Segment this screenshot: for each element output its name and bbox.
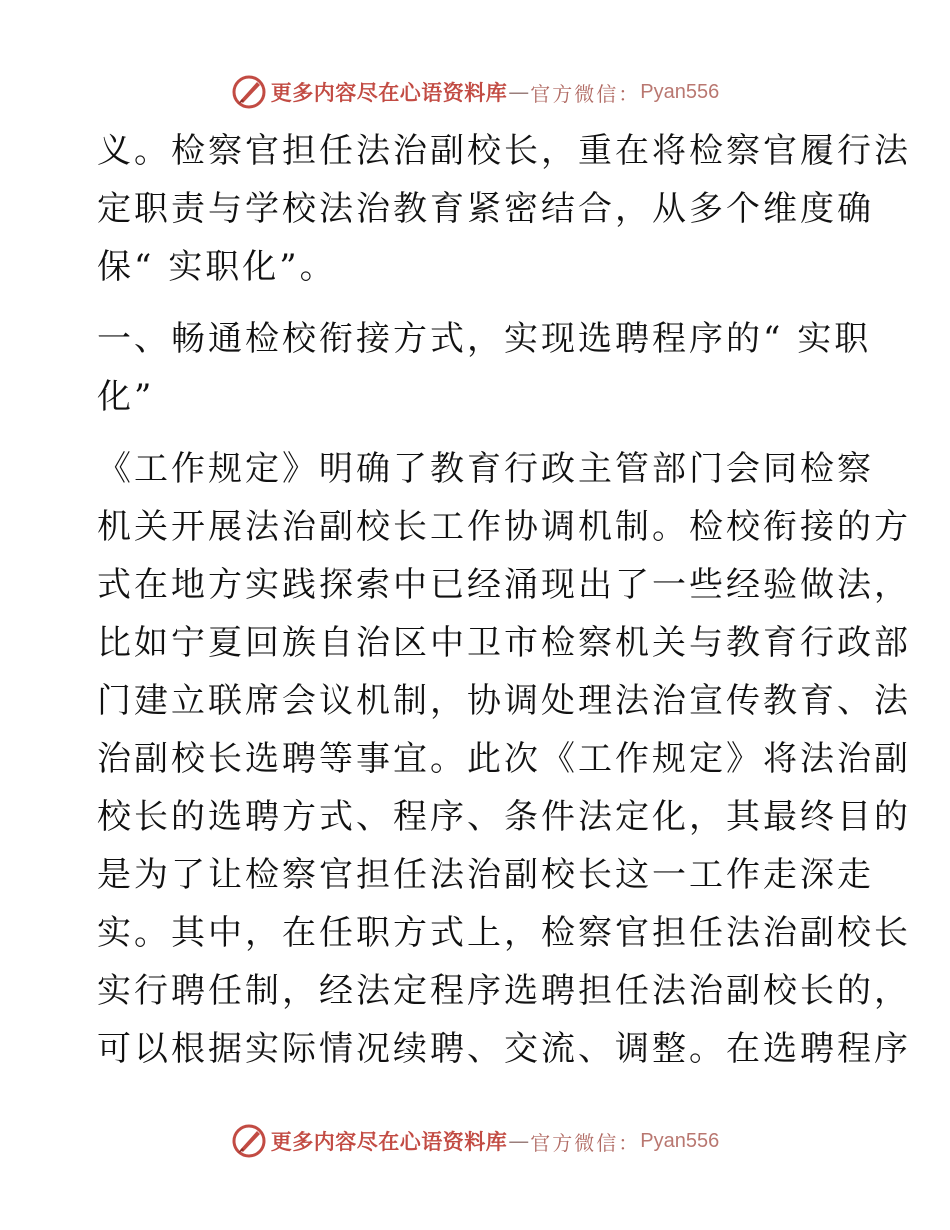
text-line: 保“ 实职化”。 xyxy=(97,247,337,287)
watermark-footer xyxy=(0,1121,950,1161)
text-line: 义。检察官担任法治副校长，重在将检察官履行法 xyxy=(97,131,911,171)
watermark-label: 官方微信： xyxy=(530,81,641,106)
text-line: 实。其中，在任职方式上，检察官担任法治副校长 xyxy=(97,913,911,953)
watermark-dash: — xyxy=(508,80,530,104)
text-line: 定职责与学校法治教育紧密结合，从多个维度确 xyxy=(97,189,874,229)
watermark-brand: 更多内容尽在心语资料库 xyxy=(270,1129,508,1154)
quill-pen-logo-icon xyxy=(231,74,267,110)
text-line: 可以根据实际情况续聘、交流、调整。在选聘程序 xyxy=(97,1029,911,1069)
watermark-id: Pyan556 xyxy=(640,1129,720,1152)
text-line: 比如宁夏回族自治区中卫市检察机关与教育行政部 xyxy=(97,623,911,663)
text-line: 是为了让检察官担任法治副校长这一工作走深走 xyxy=(97,855,874,895)
section-heading xyxy=(97,310,872,426)
watermark-id: Pyan556 xyxy=(640,80,720,103)
text-line: 校长的选聘方式、程序、条件法定化，其最终目的 xyxy=(97,797,911,837)
text-line: 《工作规定》明确了教育行政主管部门会同检察 xyxy=(97,449,874,489)
watermark-dash: — xyxy=(508,1129,530,1153)
watermark-header xyxy=(0,72,950,112)
watermark-label: 官方微信： xyxy=(530,1130,641,1155)
text-line: 实行聘任制，经法定程序选聘担任法治副校长的， xyxy=(97,971,911,1011)
paragraph-intro xyxy=(97,122,911,296)
text-line: 式在地方实践探索中已经涌现出了一些经验做法， xyxy=(97,565,911,605)
heading-line: 化” xyxy=(97,377,155,417)
text-line: 机关开展法治副校长工作协调机制。检校衔接的方 xyxy=(97,507,911,547)
text-line: 治副校长选聘等事宜。此次《工作规定》将法治副 xyxy=(97,739,911,779)
watermark-brand: 更多内容尽在心语资料库 xyxy=(270,80,508,105)
heading-line: 一、畅通检校衔接方式，实现选聘程序的“ 实职 xyxy=(97,319,872,359)
paragraph-body xyxy=(97,440,911,1078)
quill-pen-logo-icon xyxy=(231,1123,267,1159)
text-line: 门建立联席会议机制，协调处理法治宣传教育、法 xyxy=(97,681,911,721)
document-body xyxy=(97,122,911,1078)
